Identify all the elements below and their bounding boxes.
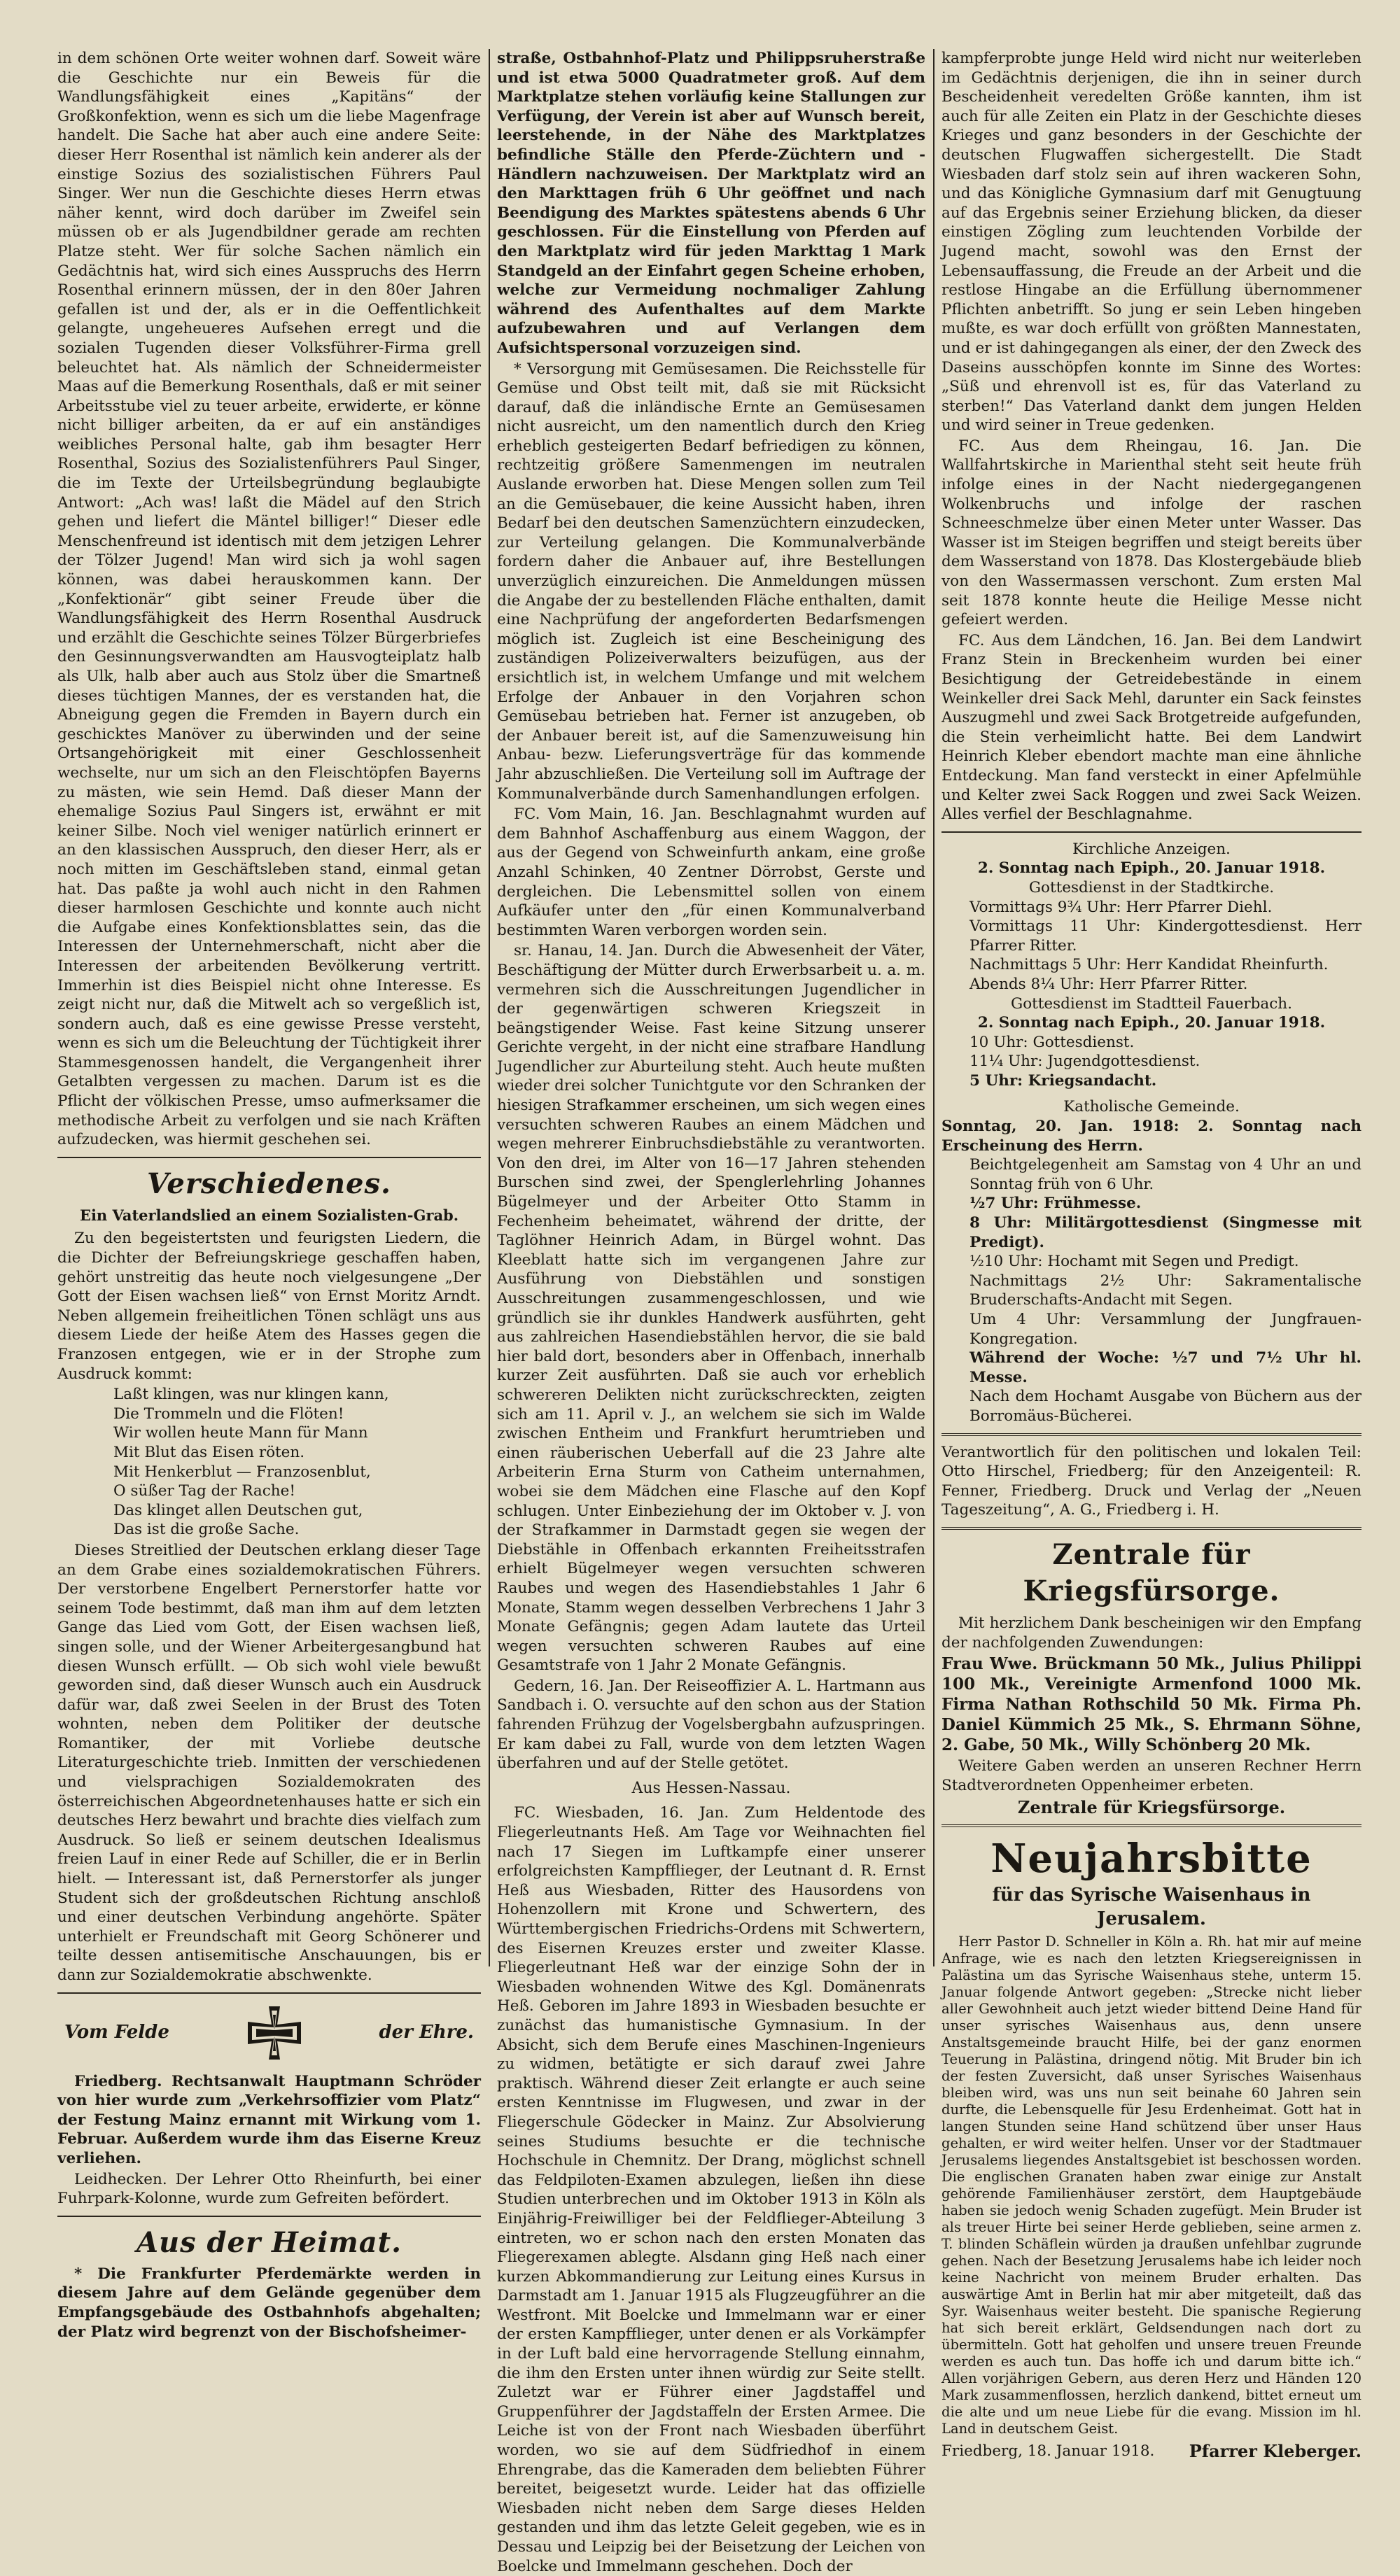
- verse-line: Mit Blut das Eisen röten.: [113, 1443, 305, 1461]
- catholic-date: Sonntag, 20. Jan. 1918: 2. Sonntag nach Erscheinung des Herrn.: [941, 1118, 1362, 1155]
- verse-line: Die Trommeln und die Flöten!: [113, 1405, 344, 1423]
- schedule-line: 8 Uhr: Militärgottesdienst (Singmesse mit Predigt).: [969, 1214, 1362, 1251]
- heading-right: der Ehre.: [379, 2021, 474, 2043]
- schedule-line: Um 4 Uhr: Versammlung der Jungfrauen-Kongregation.: [969, 1311, 1362, 1348]
- ad-text: Herr Pastor D. Schneller in Köln a. Rh. hat mir auf meine Anfrage, wie es nach den letzten Kriegsereignissen in Palästina um das Syrische Waisenhaus stehe, unterm 15. Januar folgende Antwort gegeben: „Strecke nicht lieber aller Gewohnheit auch jetzt wieder bittend Deine Hand für unser syrisches Waisenhaus aus, denn unsere Anstaltsgemeinde braucht Hilfe, bei der ganz enormen Teuerung in Palästina, dringend nötig. Mit Bruder bin ich der festen Zuversicht, daß unser Syrisches Waisenhaus bleiben wird, was uns nun seit beinahe 60 Jahren sein durfte, die Lebensquelle für Jesu Erdenheimat. Gott hat in langen Stunden seine Hand schützend über unser Haus gehalten, er wird weiter helfen. Unser vor der Stadtmauer Jerusalems liegendes Anstaltsgebiet ist beschossen worden. Die englischen Granaten haben zwar einige zur Anstalt gehörende Familienhäuser zerstört, dem Hauptgebäude haben sie jedoch wenig Schaden zugefügt. Mein Bruder ist als treuer Hirte bei seiner Herde geblieben, seine armen z. T. blinden Schäflein würden ja draußen unfehlbar zugrunde gehen. Nach der Besetzung Jerusalems habe ich leider noch keine Nachricht von meinem Bruder erhalten. Das auswärtige Amt in Berlin hat mir aber mitgeteilt, daß das Syr. Waisenhaus weiter besteht. Die spanische Regierung hat sich bereit erklärt, Geldsendungen nach dort zu übermitteln. Gott hat geholfen und unsere treuen Freunde werden es auch tun. Das hoffe ich und darum bitte ich.“ Allen vorjährigen Gebern, aus deren Herz und Händen 120 Mark zusammenflossen, herzlich dankend, bittet erneut um die alte und um neue Liebe für die evang. Mission im hl. Land in deutschem Geist.: [941, 1933, 1362, 2437]
- article-paragraph: Leidhecken. Der Lehrer Otto Rheinfurth, bei einer Fuhrpark-Kolonne, wurde zum Gefreiten befördert.: [57, 2170, 481, 2208]
- place-date: Friedberg, 18. Januar 1918.: [941, 2442, 1155, 2460]
- divider: [941, 1527, 1362, 1530]
- ad-text: Mit herzlichem Dank bescheinigen wir den Empfang der nachfolgenden Zuwendungen:: [941, 1614, 1362, 1652]
- schedule-line: 10 Uhr: Gottesdienst.: [969, 1033, 1135, 1051]
- article-paragraph: FC. Aus dem Ländchen, 16. Jan. Bei dem Landwirt Franz Stein in Breckenheim wurden bei einer Besichtigung der Getreidebestände in einem Weinkeller drei Sack Mehl, darunter ein Sack feinstes Auszugmehl und zwei Sack Brotgetreide aufgefunden, die Stein verheimlicht hatte. Bei dem Landwirt Heinrich Kleber ebendort machte man eine ähnliche Entdeckung. Man fand versteckt in einer Apfelmühle und Kelter zwei Sack Roggen und zwei Sack Weizen. Alles verfiel der Beschlagnahme.: [941, 631, 1362, 824]
- donor-list: Frau Wwe. Brückmann 50 Mk., Julius Philippi 100 Mk., Vereinigte Armenfond 1000 Mk. Firma Nathan Rothschild 50 Mk. Firma Ph. Daniel Kümmich 25 Mk., S. Ehrmann Söhne, 2. Gabe, 50 Mk., Willy Schönberg 20 Mk.: [941, 1654, 1362, 1755]
- divider: [941, 831, 1362, 833]
- article-paragraph: kampferprobte junge Held wird nicht nur weiterleben im Gedächtnis derjenigen, die ihn in seiner durch Bescheidenheit veredelten Größe kannten, ihm ist auch für alle Zeiten ein Platz in der Geschichte dieses Krieges und ganz besonders in der Geschichte der deutschen Flugwaffen sichergestellt. Die Stadt Wiesbaden darf stolz sein auf ihren wackeren Sohn, und das Königliche Gymnasium darf mit Genugtuung auf das Ergebnis seiner Erziehung blicken, da dieser einstigen Zögling zum leuchtenden Vorbilde der Jugend macht, sowohl was den Ernst der Lebensauffassung, die Freude an der Arbeit und die restlose Hingabe an die Erfüllung übernommener Pflichten anbetrifft. So jung er sein Leben hingeben mußte, es war doch erfüllt von größten Mannestaten, und er ist dahingegangen als einer, der den Zweck des Daseins ausschöpfen konnte im Sinne des Wortes: „Süß und ehrenvoll ist es, für das Vaterland zu sterben!“ Das Vaterland dankt dem jungen Helden und wird seiner in Treue gedenken.: [941, 50, 1362, 435]
- verse-line: Das ist die große Sache.: [113, 1521, 300, 1539]
- article-paragraph: * Die Frankfurter Pferdemärkte werden in diesem Jahre auf dem Gelände gegenüber dem Empfangsgebäude des Ostbahnhofs abgehalten; der Platz wird begrenzt von der Bischofsheimer-: [57, 2265, 481, 2341]
- article-tolz-continuation: in dem schönen Orte weiter wohnen darf. Soweit wäre die Geschichte nur ein Beweis für die Wandlungsfähigkeit eines „Kapitäns“ der Großkonfektion, wenn es sich um die liebe Magenfrage handelt. Die Sache hat aber auch eine andere Seite: dieser Herr Rosenthal ist nämlich kein anderer als der einstige Sozius des sozialistischen Führers Paul Singer. Wer nun die Geschichte dieses Herrn etwas näher kennt, wird doch darüber im Zweifel sein müssen ob er als Jugendbildner gerade am rechten Platze steht. Wer für solche Sachen nämlich ein Gedächtnis hat, wird sich eines Ausspruchs des Herrn Rosenthal erinnern müssen, der in den 80er Jahren gefallen ist und der, als er in die Oeffentlichkeit gelangte, ungeheueres Aufsehen erregt und die sozialen Tugenden dieser Volksführer-Firma grell beleuchtet hat. Als nämlich der Schneidermeister Maas auf die Bemerkung Rosenthals, daß er mit seiner Arbeitsstube viel zu teuer arbeite, erwiderte, er könne nicht billiger arbeiten, da er auf ein anständiges weibliches Personal halte, gab ihm besagter Herr Rosenthal, Sozius des Sozialistenführers Paul Singer, die im Texte der Urteilsbegründung beglaubigte Antwort: „Ach was! laßt die Mädel auf den Strich gehen und liefert die Mäntel billiger!“ Dieser edle Menschenfreund ist identisch mit dem jetzigen Lehrer der Tölzer Jugend! Man wird sich ja wohl sagen können, was dabei herauskommen kann. Der „Konfektionär“ gibt seiner Freude über die Wandlungsfähigkeit des Herrn Rosenthal Ausdruck und erzählt die Geschichte seines Tölzer Bürgerbriefes den Gesinnungsverwandten am Hausvogteiplatz halb als Ulk, halb aber auch aus Stolz über die Smartneß dieses tüchtigen Mannes, der es verstanden hat, die Abneigung gegen die Fremden in Bayern durch ein geschicktes Manöver zu überwinden und der seine Ortsangehörigkeit mit einer Geschlossenheit wechselte, nur um sich an den Fleischtöpfen Bayerns zu mästen, wie sein Hemd. Daß dieser Mann der ehemalige Sozius Paul Singers ist, erwähnt er mit keiner Silbe. Noch viel weniger natürlich erinnert er an den klassischen Ausspruch, den dieser Herr, als er noch mitten im Geschäftsleben stand, einmal getan hat. Das paßte ja wohl auch nicht in den Rahmen dieser harmlosen Geschichte und konnte auch nicht die Aufgabe eines Konfektionsblattes sein, das die Interessen der Unternehmerschaft, nicht aber die Interessen der arbeitenden Bevölkerung vertritt. Immerhin ist dies Beispiel nicht ohne Interesse. Es zeigt nicht nur, daß die Mitwelt ach so vergeßlich ist, sondern auch, daß es eine gewisse Presse versteht, wenn es sich um die Beleuchtung der Tüchtigkeit ihrer Stammesgenossen handelt, die Vergangenheit ihrer Getalbten vergessen zu machen. Darum ist es die Pflicht der völkischen Presse, umso aufmerksamer die methodische Arbeit zu verfolgen und sie nach Kräften aufzudecken, was hiermit geschehen sei.: [57, 50, 481, 1149]
- schedule-line: Nach dem Hochamt Ausgabe von Büchern aus der Borromäus-Bücherei.: [969, 1388, 1362, 1425]
- schedule-line: 5 Uhr: Kriegsandacht.: [969, 1071, 1157, 1090]
- ad-signature: Zentrale für Kriegsfürsorge.: [1017, 1797, 1286, 1818]
- article-subheading: Ein Vaterlandslied an einem Sozialisten-Grab.: [79, 1206, 459, 1224]
- column-3: [941, 49, 1362, 2461]
- section-heading-vom-felde: [64, 2004, 474, 2062]
- article-paragraph: FC. Vom Main, 16. Jan. Beschlagnahmt wurden auf dem Bahnhof Aschaffenburg aus einem Waggon, der aus der Gegend von Schweinfurth ankam, eine große Anzahl Schinken, 40 Zentner Dörrobst, Gerste und dergleichen. Die Lebensmittel sollen von einem Aufkäufer unter den „für einen Kommunalverband bestimmten Waren verborgen worden sein.: [497, 805, 925, 939]
- verse-line: Das klinget allen Deutschen gut,: [113, 1501, 363, 1519]
- section-heading-hessen-nassau: Aus Hessen-Nassau.: [631, 1779, 791, 1797]
- schedule-line: Beichtgelegenheit am Samstag von 4 Uhr an und Sonntag früh von 6 Uhr.: [969, 1156, 1362, 1193]
- verse-line: Mit Henkerblut — Franzosenblut,: [113, 1463, 371, 1481]
- divider: [57, 1992, 481, 1994]
- schedule-line: ½7 Uhr: Frühmesse.: [969, 1195, 1142, 1213]
- section-heading-verschiedenes: Verschiedenes.: [147, 1167, 391, 1200]
- divider: [941, 1433, 1362, 1436]
- imprint: Verantwortlich für den politischen und lokalen Teil: Otto Hirschel, Friedberg; für den Anzeigenteil: R. Fenner, Friedberg. Druck und Verlag der „Neuen Tageszeitung“, A. G., Friedberg i. H.: [941, 1443, 1362, 1519]
- ad-subheading: für das Syrische Waisenhaus in Jerusalem.: [992, 1884, 1311, 1929]
- church-notices-heading: Kirchliche Anzeigen.: [1072, 840, 1231, 858]
- verse-line: O süßer Tag der Rache!: [113, 1482, 295, 1500]
- newspaper-page: [43, 49, 1366, 2575]
- iron-cross-icon: [245, 2004, 304, 2062]
- section-heading-aus-der-heimat: Aus der Heimat.: [136, 2225, 402, 2259]
- schedule-line: Vormittags 9¾ Uhr: Herr Pfarrer Diehl.: [969, 898, 1273, 916]
- signature: Pfarrer Kleberger.: [1189, 2440, 1362, 2461]
- article-paragraph: FC. Aus dem Rheingau, 16. Jan. Die Wallfahrtskirche in Marienthal steht seit heute früh infolge eines in der Nacht niedergegangenen Wolkenbruchs und infolge der raschen Schneeschmelze über einen Meter unter Wasser. Das Wasser ist im Steigen begriffen und steigt bereits über dem Wasserstand von 1878. Das Klostergebäude blieb von den Wassermassen verschont. Zum ersten Mal seit 1878 konnte heute die Heilige Messe nicht gefeiert werden.: [941, 437, 1362, 629]
- article-paragraph: Zu den begeistertsten und feurigsten Liedern, die die Dichter der Befreiungskriege geschaffen haben, gehört unstreitig das heute noch vielgesungene „Der Gott der Eisen wachsen ließ“ von Ernst Moritz Arndt. Neben allgemein freiheitlichen Tönen schlägt uns aus diesem Liede der heiße Atem des Hasses gegen die Franzosen entgegen, wie er in der Strophe zum Ausdruck kommt:: [57, 1230, 481, 1383]
- schedule-line: Vormittags 11 Uhr: Kindergottesdienst. Herr Pfarrer Ritter.: [969, 917, 1362, 955]
- church-location: Gottesdienst im Stadtteil Fauerbach.: [1011, 994, 1292, 1013]
- poem-verse: [57, 1385, 481, 1540]
- divider: [57, 1157, 481, 1158]
- ad-heading-neujahrsbitte: Neujahrsbitte: [990, 1835, 1312, 1882]
- article-paragraph: Gedern, 16. Jan. Der Reiseoffizier A. L. Hartmann aus Sandbach i. O. versuchte auf den schon aus der Station fahrenden Frühzug der Vogelsbergbahn aufzuspringen. Er kam dabei zu Fall, wurde von dem letzten Wagen überfahren und auf der Stelle getötet.: [497, 1677, 925, 1773]
- article-paragraph: Friedberg. Rechtsanwalt Hauptmann Schröder von hier wurde zum „Verkehrsoffizier vom Platz“ der Festung Mainz ernannt mit Wirkung vom 1. Februar. Außerdem wurde ihm das Eiserne Kreuz verliehen.: [57, 2072, 481, 2167]
- ad-text: Weitere Gaben werden an unseren Rechner Herrn Stadtverordneten Oppenheimer erbeten.: [941, 1757, 1362, 1794]
- divider: [57, 2216, 481, 2217]
- heading-left: Vom Felde: [64, 2021, 169, 2043]
- ad-signature-row: [941, 2442, 1362, 2461]
- schedule-line: 11¼ Uhr: Jugendgottesdienst.: [969, 1053, 1200, 1071]
- column-1: [57, 49, 481, 2341]
- verse-line: Laßt klingen, was nur klingen kann,: [113, 1386, 389, 1404]
- catholic-heading: Katholische Gemeinde.: [1063, 1098, 1240, 1116]
- divider: [941, 1824, 1362, 1827]
- schedule-line: Nachmittags 2½ Uhr: Sakramentalische Bruderschafts-Andacht mit Segen.: [969, 1272, 1362, 1309]
- church-date: 2. Sonntag nach Epiph., 20. Januar 1918.: [977, 1014, 1326, 1032]
- article-paragraph: Dieses Streitlied der Deutschen erklang dieser Tage an dem Grabe eines sozialdemokratischen Führers. Der verstorbene Engelbert Pernerstorfer hatte vor seinem Tode bestimmt, daß man ihm auf dem letzten Gange das Lied vom Gott, der Eisen wachsen ließ, singen solle, und der Wiener Arbeitergesangbund hat diesen Wunsch erfüllt. — Ob sich wohl viele bewußt geworden sind, daß dieser Wunsch auch ein Ausdruck dafür war, daß zwei Seelen in der Brust des Toten wohnten, neben dem Politiker der deutsche Romantiker, der mit Vorliebe deutsche Literaturgeschichte trieb. Inmitten der verschiedenen und vielsprachigen Sozialdemokraten des österreichischen Abgeordnetenhauses hatte er sich ein deutsches Herz bewahrt und brachte dies vielfach zum Ausdruck. So ließ er seinem deutschen Idealismus freien Lauf in einer Rede auf Schiller, die er in Berlin hielt. — Interessant ist, daß Pernerstorfer als junger Student sich der großdeutschen Richtung anschloß und einer deutschen Verbindung angehörte. Später unterhielt er Freundschaft mit Georg Schönerer und teilte dessen antisemitische Anschauungen, bis er dann zur Sozialdemokratie abschwenkte.: [57, 1541, 481, 1984]
- church-location: Gottesdienst in der Stadtkirche.: [1028, 878, 1275, 896]
- schedule-line: ½10 Uhr: Hochamt mit Segen und Predigt.: [969, 1253, 1299, 1271]
- column-2: [497, 49, 926, 2575]
- article-paragraph: * Versorgung mit Gemüsesamen. Die Reichsstelle für Gemüse und Obst teilt mit, daß sie mit Rücksicht darauf, daß die inländische Ernte an Gemüsesamen nicht ausreicht, um den namentlich durch den Krieg erheblich gesteigerten Bedarf befriedigen zu können, rechtzeitig größere Samenmengen im neutralen Auslande erworben hat. Diese Mengen sollen zum Teil an die Gemüsebauer, die keine Aussicht haben, ihren Bedarf bei den deutschen Samenzüchtern einzudecken, zur Verteilung gelangen. Die Kommunalverbände fordern daher die Anbauer auf, ihre Bestellungen unverzüglich einzureichen. Die Anmeldungen müssen die Angabe der zu bestellenden Fläche enthalten, damit eine Nachprüfung der angeforderten Bedarfsmengen möglich ist. Zugleich ist eine Bescheinigung des zuständigen Polizeiverwalters beizufügen, aus der ersichtlich ist, in welchem Umfange und mit welchem Erfolge der Anbauer in den Vorjahren schon Gemüsebau betrieben hat. Ferner ist anzugeben, ob der Anbauer bereit ist, auf die Samenzuweisung hin Anbau- bezw. Lieferungsverträge für das kommende Jahr abzuschließen. Die Verteilung soll im Auftrage der Kommunalverbände durch Samenhandlungen erfolgen.: [497, 360, 925, 803]
- column-rule: [933, 49, 934, 1966]
- article-paragraph: sr. Hanau, 14. Jan. Durch die Abwesenheit der Väter, Beschäftigung der Mütter durch Erwerbsarbeit u. a. m. vermehren sich die Ausschreitungen Jugendlicher in der gegenwärtigen schweren Kriegszeit in beängstigender Weise. Fast keine Sitzung unserer Gerichte vergeht, in der nicht eine strafbare Handlung Jugendlicher zur Aburteilung steht. Auch heute mußten wieder drei solcher Tunichtgute vor den Schranken der hiesigen Strafkammer erscheinen, um sich wegen eines versuchten schweren Raubes an einem Mädchen und wegen mehrerer Einbruchsdiebstähle zu verantworten. Von den drei, im Alter von 16—17 Jahren stehenden Burschen sind zwei, der Spenglerlehrling Johannes Bügelmeyer und der Arbeiter Otto Stamm in Fechenheim beheimatet, während der dritte, der Taglöhner Heinrich Adam, in Bürgel wohnt. Das Kleeblatt hatte sich im vergangenen Jahre zur Ausführung von Diebstählen und sonstigen Ausschreitungen zusammengeschlossen, und wie gründlich sie ihr dunkles Handwerk ausführten, geht aus zahlreichen Hasendiebstählen hervor, die sie bald hier bald dort, besonders aber in Offenbach, innerhalb kurzer Zeit ausführten. Daß sie auch vor erheblich schwereren Delikten nicht zurückschreckten, zeigten sich am 11. April v. J., an welchem sie sich im Walde zwischen Entheim und Frankfurt herumtrieben und einen räuberischen Ueberfall auf die 23 Jahre alte Arbeiterin Erna Sturm von Catheim unternahmen, wobei sie dem Mädchen eine Flasche auf den Kopf schlugen. Unter Einbeziehung der im Oktober v. J. von der Strafkammer in Darmstadt gegen sie wegen der Diebstähle in Offenbach erkannten Freiheitsstrafen erhielt Bügelmeyer wegen versuchten schweren Raubes und wegen des Hasendiebstahles 1 Jahr 6 Monate, Stamm wegen desselben Verbrechens 1 Jahr 3 Monate Gefängnis; gegen Adam lautete das Urteil wegen versuchten schweren Raubes auf eine Gesamtstrafe von 1 Jahr 2 Monate Gefängnis.: [497, 942, 925, 1675]
- schedule-line: Abends 8¼ Uhr: Herr Pfarrer Ritter.: [969, 975, 1248, 993]
- article-paragraph: FC. Wiesbaden, 16. Jan. Zum Heldentode des Fliegerleutnants Heß. Am Tage vor Weihnachten fiel nach 17 Siegen im Luftkampfe einer unserer erfolgreichsten Kampfflieger, der Leutnant d. R. Ernst Heß aus Wiesbaden, Ritter des Hausordens von Hohenzollern mit Krone und Schwertern, des Württembergischen Friedrichs-Ordens mit Schwertern, des Eisernen Kreuzes erster und zweiter Klasse. Fliegerleutnant Heß war der einzige Sohn der in Wiesbaden wohnenden Witwe des Kgl. Domänenrats Heß. Geboren im Jahre 1893 in Wiesbaden besuchte er zunächst das humanistische Gymnasium. In der Absicht, sich dem Berufe eines Maschinen-Ingenieurs zu widmen, betätigte er sich darauf zwei Jahre praktisch. Während dieser Zeit erlangte er auch seine ersten Kenntnisse im Flugwesen, und zwar in der Fliegerschule Gödecker in Mainz. Zur Absolvierung seines Studiums besuchte er die technische Hochschule in Chemnitz. Der Drang, möglichst schnell das Feldpiloten-Examen abzulegen, ließen ihn diese Studien unterbrechen und im Oktober 1913 in Köln als Einjährig-Freiwilliger bei der Feldflieger-Abteilung 3 eintreten, wo er schon nach den ersten Monaten das Fliegerexamen ablegte. Alsdann ging Heß nach einer kurzen Abkommandierung zur Leitung eines Kursus in Darmstadt am 1. Januar 1915 als Flugzeugführer an die Westfront. Mit Boelcke und Immelmann war er einer der ersten Kampfflieger, unter denen er als Vorkämpfer in der Luft bald eine hervorragende Stellung einnahm, die ihm den Ersten unter ihnen würdig zur Seite stellt. Zuletzt war er Führer einer Jagdstaffel und Gruppenführer der Jagdstaffeln der Ersten Armee. Die Leiche ist von der Front nach Wiesbaden überführt worden, wo sie auf dem Südfriedhof in einem Ehrengrabe, das die Kameraden dem beliebten Führer bereitet, beigesetzt wurde. Leider hat das offizielle Wiesbaden nicht neben dem Sarge dieses Helden gestanden und ihm das letzte Geleit gegeben, wie es in Dessau und Leipzig bei der Beisetzung der Leichen von Boelcke und Immelmann geschehen. Doch der: [497, 1804, 925, 2575]
- ad-heading-zentrale: Zentrale für Kriegsfürsorge.: [1023, 1537, 1280, 1607]
- church-date: 2. Sonntag nach Epiph., 20. Januar 1918.: [977, 859, 1326, 878]
- article-paragraph: straße, Ostbahnhof-Platz und Philippsruherstraße und ist etwa 5000 Quadratmeter groß. Auf dem Marktplatze stehen vorläufig keine Stallungen zur Verfügung, der Verein ist aber auf Wunsch bereit, leerstehende, in der Nähe des Marktplatzes befindliche Ställe den Pferde-Züchtern und -Händlern nachzuweisen. Der Marktplatz wird an den Markttagen früh 6 Uhr geöffnet und nach Beendigung des Marktes spätestens abends 6 Uhr geschlossen. Für die Einstellung von Pferden auf den Marktplatz wird für jeden Markttag 1 Mark Standgeld an der Einfahrt gegen Scheine erhoben, welche zur Vermeidung nochmaliger Zahlung während des Aufenthaltes auf dem Markte aufzubewahren und auf Verlangen dem Aufsichtspersonal vorzuzeigen sind.: [497, 50, 926, 357]
- schedule-line: Nachmittags 5 Uhr: Herr Kandidat Rheinfurth.: [969, 956, 1329, 974]
- column-rule: [489, 49, 490, 1966]
- verse-line: Wir wollen heute Mann für Mann: [113, 1424, 368, 1442]
- schedule-line: Während der Woche: ½7 und 7½ Uhr hl. Messe.: [969, 1349, 1362, 1386]
